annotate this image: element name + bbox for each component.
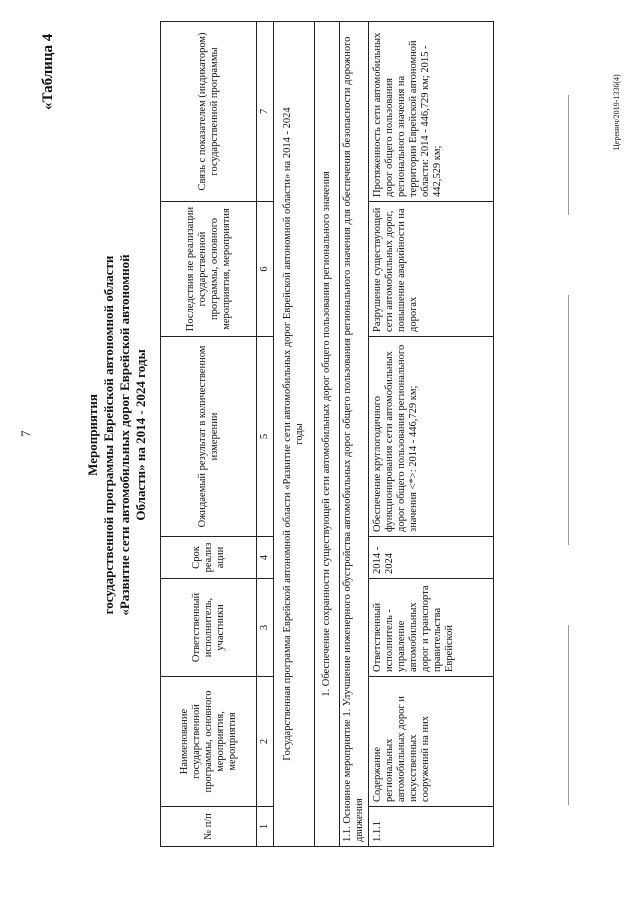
- separator-line: [568, 295, 569, 545]
- header-term: Срок реализ ации: [161, 537, 257, 579]
- row-name: [369, 677, 494, 807]
- page-number: 7: [18, 430, 33, 437]
- table-row: [369, 22, 494, 847]
- column-numbers-row: [257, 22, 274, 847]
- header-result: Ожидаемый результат в количественном измерении: [161, 337, 257, 537]
- col-number: 1: [257, 807, 274, 847]
- header-indicator: Связь с показателем (индикатором) государственной программы: [161, 22, 257, 202]
- task-row: [315, 22, 340, 847]
- title-line-4: Области» на 2014 - 2024 годы: [133, 349, 148, 521]
- row-term-text: 2014 - 2024: [372, 546, 395, 574]
- separator-line: [568, 95, 569, 215]
- task-title: 1. Обеспечение сохранности существующей сети автомобильных дорог общего пользования регионального значения: [315, 22, 340, 847]
- main-event-row: [340, 22, 369, 847]
- row-executor-text: Ответственный исполнитель - управление автомобильных дорог и транспорта правительства Еврейской: [372, 585, 455, 672]
- document-title: [85, 215, 149, 655]
- row-consequence: [369, 202, 494, 337]
- row-num: [369, 807, 494, 847]
- row-executor: [369, 579, 494, 677]
- table-label: «Таблица 4: [40, 33, 56, 110]
- col-number: 3: [257, 579, 274, 677]
- title-line-2: государственной программы Еврейской автономной области: [101, 255, 116, 615]
- row-indicator-text: Протяженность сети автомобильных дорог общего пользования регионального значения на территории Еврейской автономной области: 2014 - 446,729 км; 2015 - 442,529 км;: [372, 32, 443, 197]
- col-number: 2: [257, 677, 274, 807]
- document-code: Церенич/2019-1336(4): [612, 74, 621, 150]
- program-title: Государственная программа Еврейской автономной области «Развитие сети автомобильных дорог Еврейской автономной области» на 2014 - 2024 годы: [274, 22, 315, 847]
- program-row: [274, 22, 315, 847]
- events-table: [160, 21, 494, 847]
- row-term: [369, 537, 494, 579]
- header-consequence: Последствия не реализации государственной программы, основного мероприятия, мероприятия: [161, 202, 257, 337]
- separator-line: [568, 625, 569, 805]
- title-line-3: «Развитие сети автомобильных дорог Еврейской автономной: [117, 254, 132, 616]
- header-num: № п/п: [161, 807, 257, 847]
- row-result-text: Обеспечение круглогодичного функционирования сети автомобильных дорог общего пользования регионального значения <*>: 2014 - 446,729 км;: [372, 344, 419, 532]
- header-name: Наименование государственной программы, основного мероприятия, мероприятия: [161, 677, 257, 807]
- col-number: 7: [257, 22, 274, 202]
- row-result: [369, 337, 494, 537]
- row-consequence-text: Разрушение существующей сети автомобильных дорог, повышение аварийности на дорогах: [372, 207, 419, 332]
- row-name-text: Содержание региональных автомобильных дорог и искусственных сооружений на них: [372, 696, 431, 802]
- col-number: 6: [257, 202, 274, 337]
- row-num-text: 1.1.1: [372, 821, 383, 842]
- row-indicator: [369, 22, 494, 202]
- col-number: 4: [257, 537, 274, 579]
- header-row: [161, 22, 257, 847]
- main-event-title: 1.1. Основное мероприятие 1. Улучшение инженерного обустройства автомобильных дорог общего пользования регионального значения для обеспечения безопасности дорожного движения: [340, 22, 369, 847]
- header-executor: Ответственный исполнитель, участники: [161, 579, 257, 677]
- col-number: 5: [257, 337, 274, 537]
- title-line-1: Мероприятия: [85, 394, 100, 476]
